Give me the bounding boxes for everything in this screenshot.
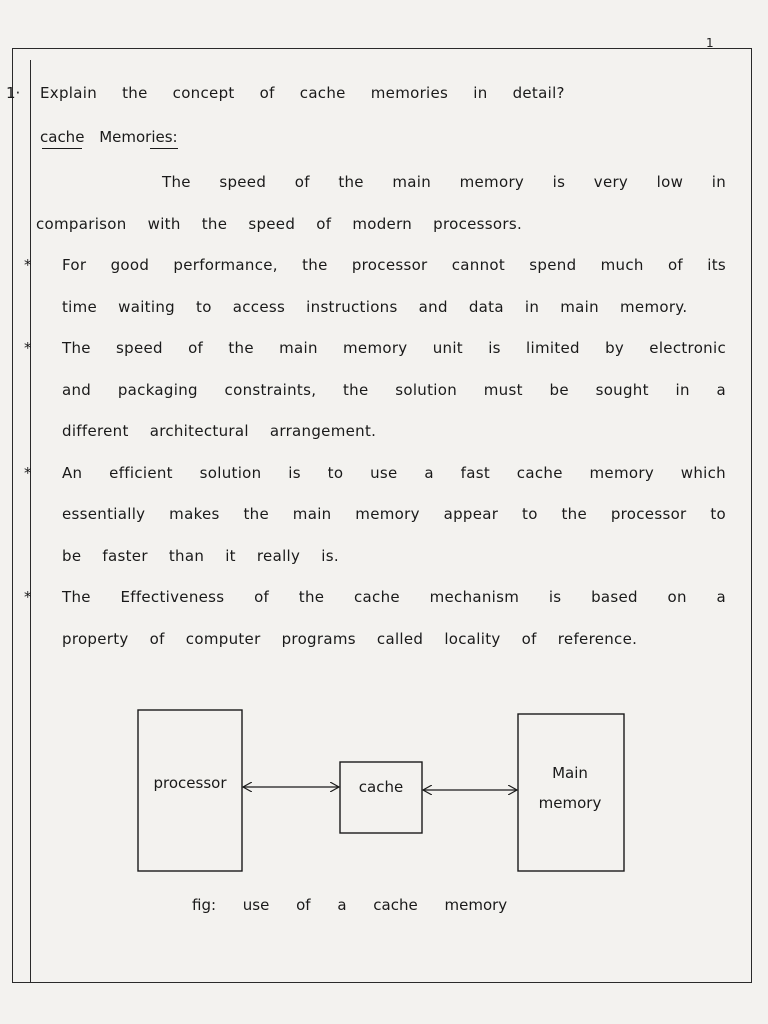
cache-label: cache <box>358 778 404 796</box>
main-memory-label-line1: Main <box>552 764 588 782</box>
bullet-text: The speed of the main memory unit is limited by electronic and packaging constraints, the solution must be sought in a different architectural arrangement. <box>62 339 726 440</box>
question-number: 1· <box>6 84 21 102</box>
bullet-star: * <box>24 463 32 482</box>
bullet-text: For good performance, the processor cannot spend much of its time waiting to access instructions and data in main memory. <box>62 256 726 316</box>
bullet-paragraph <box>24 328 726 453</box>
main-memory-label-line2: memory <box>538 794 602 812</box>
bullet-paragraph <box>24 245 726 328</box>
heading-underline <box>150 148 178 149</box>
question-text: Explain the concept of cache memories in detail? <box>40 84 565 102</box>
bullet-star: * <box>24 339 32 357</box>
section-heading: cache Memories: <box>40 128 178 146</box>
bullet-star: * <box>24 256 32 274</box>
margin-line <box>30 60 31 982</box>
heading-underline <box>42 148 82 149</box>
bullet-text: The Effectiveness of the cache mechanism is based on a property of computer programs called locality of reference. <box>62 588 726 648</box>
paragraph: The speed of the main memory is very low in comparison with the speed of modern processors. <box>36 173 726 233</box>
figure-caption: fig: use of a cache memory <box>192 896 508 914</box>
bullet-text: An efficient solution is to use a fast cache memory which essentially makes the main memory appear to the processor to be faster than it really is. <box>62 463 726 565</box>
bullet-paragraph <box>24 577 726 660</box>
bullet-star: * <box>24 588 32 606</box>
body-text <box>24 162 726 660</box>
bullet-paragraph <box>24 453 726 578</box>
processor-label: processor <box>153 774 227 792</box>
page-number: 1 <box>706 36 714 50</box>
